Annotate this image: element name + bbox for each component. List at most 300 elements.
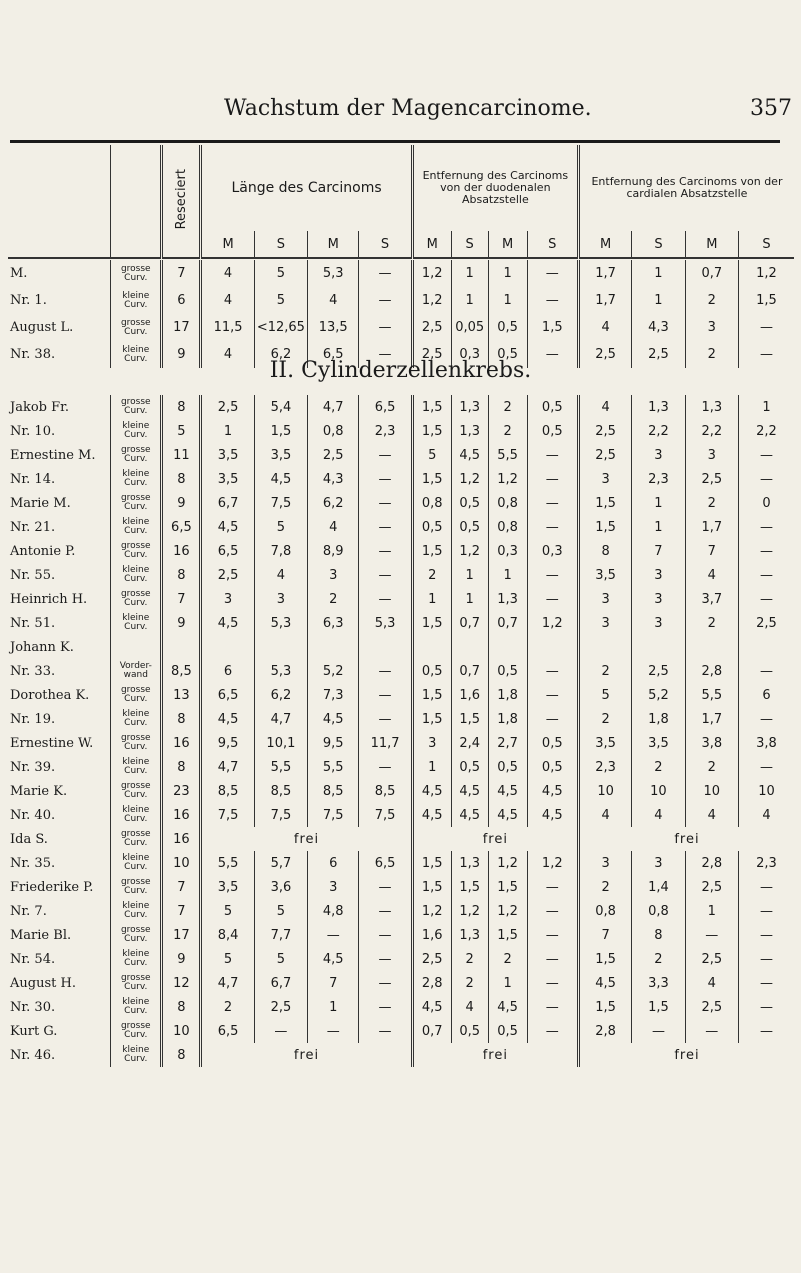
measure-cell: — (738, 539, 794, 563)
measure-cell: 3,5 (201, 443, 254, 467)
measure-cell: — (359, 563, 412, 587)
patient-name: Nr. 10. (10, 423, 56, 439)
measure-cell: 4,5 (451, 779, 488, 803)
measure-cell: 6 (738, 683, 794, 707)
measure-cell: 3,6 (254, 875, 307, 899)
measure-cell: — (527, 563, 578, 587)
measure-cell: 1,5 (488, 923, 527, 947)
measure-cell: 1 (632, 515, 685, 539)
measure-cell: 1,2 (488, 899, 527, 923)
measure-cell: 4 (201, 260, 254, 287)
measure-cell: 1,5 (412, 419, 451, 443)
patient-name: Marie Bl. (10, 927, 72, 943)
curvature-label: kleine Curv. (111, 611, 162, 635)
measure-cell: 2,3 (578, 755, 631, 779)
cardial-header: Entfernung des Carcinoms von der cardialen Absatzstelle (578, 145, 794, 231)
curvature-label: grosse Curv. (111, 539, 162, 563)
measure-cell: 5 (578, 683, 631, 707)
resec-value: 13 (162, 683, 201, 707)
table-carcinoma-1 (8, 260, 794, 368)
patient-name: Nr. 30. (10, 999, 56, 1015)
measure-cell: 2 (578, 707, 631, 731)
measure-cell: 8,5 (254, 779, 307, 803)
table-row (8, 923, 794, 947)
measure-cell: 5,5 (685, 683, 738, 707)
measure-cell: — (359, 467, 412, 491)
column-header-table (8, 145, 794, 259)
measure-cell: 4 (738, 803, 794, 827)
measure-cell: 1,7 (578, 287, 631, 314)
measure-cell: 0,5 (527, 731, 578, 755)
measure-cell: 2,5 (578, 419, 631, 443)
measure-cell: 5,4 (254, 395, 307, 419)
measure-cell: — (738, 755, 794, 779)
measure-cell: 1,2 (451, 539, 488, 563)
measure-cell: 1,8 (488, 683, 527, 707)
measure-cell: 6,2 (254, 683, 307, 707)
measure-cell: — (527, 683, 578, 707)
measure-cell: — (527, 515, 578, 539)
measure-cell: 5,3 (254, 659, 307, 683)
measure-cell: 3 (412, 731, 451, 755)
measure-cell: 1,4 (632, 875, 685, 899)
patient-name: Nr. 19. (10, 711, 56, 727)
measure-cell: 1,8 (632, 707, 685, 731)
table-row (8, 395, 794, 419)
measure-cell: 2,2 (738, 419, 794, 443)
measure-cell: 8,4 (201, 923, 254, 947)
measure-cell: 1 (412, 755, 451, 779)
measure-cell: 5 (412, 443, 451, 467)
measure-cell: 4,3 (632, 314, 685, 341)
sub-header-S: S (451, 231, 488, 258)
curvature-label: kleine Curv. (111, 755, 162, 779)
measure-cell: 4,3 (308, 467, 359, 491)
resec-value: 9 (162, 947, 201, 971)
table-row (8, 260, 794, 287)
measure-cell: 3 (685, 314, 738, 341)
table-row (8, 1019, 794, 1043)
measure-cell: 7 (632, 539, 685, 563)
table-row (8, 803, 794, 827)
measure-cell: 7,5 (308, 803, 359, 827)
measure-cell: 1,2 (412, 287, 451, 314)
curvature-label: grosse Curv. (111, 1019, 162, 1043)
curvature-label: kleine Curv. (111, 287, 162, 314)
measure-cell: 1,5 (412, 539, 451, 563)
measure-cell: 6,3 (308, 611, 359, 635)
page-header (0, 96, 801, 126)
measure-cell: 0,5 (527, 419, 578, 443)
table-row (8, 635, 794, 659)
measure-cell: 4 (632, 803, 685, 827)
measure-cell (738, 635, 794, 659)
laenge-header: Länge des Carcinoms (201, 145, 412, 231)
measure-cell: 6 (201, 659, 254, 683)
resec-value: 8,5 (162, 659, 201, 683)
measure-cell: 2 (578, 875, 631, 899)
measure-cell: 0 (738, 491, 794, 515)
measure-cell: 1,3 (632, 395, 685, 419)
measure-cell: 10 (578, 779, 631, 803)
measure-cell: 1,3 (488, 587, 527, 611)
measure-cell: 0,5 (527, 395, 578, 419)
measure-cell (308, 635, 359, 659)
measure-cell: 7,7 (254, 923, 307, 947)
table-row (8, 611, 794, 635)
patient-name: Marie M. (10, 495, 71, 511)
measure-cell: 5 (254, 947, 307, 971)
measure-cell: 8,5 (308, 779, 359, 803)
measure-cell: — (685, 923, 738, 947)
measure-cell: 3,5 (201, 467, 254, 491)
measure-cell: 3 (578, 587, 631, 611)
measure-cell: 0,7 (451, 611, 488, 635)
curvature-label: grosse Curv. (111, 923, 162, 947)
measure-cell: 10 (632, 779, 685, 803)
measure-cell: — (527, 587, 578, 611)
measure-cell: 0,5 (488, 341, 527, 368)
measure-cell: 3 (308, 875, 359, 899)
resec-value: 6 (162, 287, 201, 314)
resec-value: 17 (162, 923, 201, 947)
measure-cell: 1 (451, 563, 488, 587)
measure-cell: 6,5 (201, 683, 254, 707)
curvature-label: Vorder- wand (111, 659, 162, 683)
measure-cell: — (527, 467, 578, 491)
measure-cell: 2,5 (308, 443, 359, 467)
measure-cell: 2,5 (254, 995, 307, 1019)
resec-value: 11 (162, 443, 201, 467)
curvature-label: grosse Curv. (111, 875, 162, 899)
measure-cell: 3 (632, 851, 685, 875)
measure-cell: 1,8 (488, 707, 527, 731)
measure-cell: 7,3 (308, 683, 359, 707)
patient-name: Antonie P. (10, 543, 76, 559)
measure-cell: 0,3 (527, 539, 578, 563)
measure-cell: 2,5 (685, 995, 738, 1019)
measure-cell: — (685, 1019, 738, 1043)
measure-cell: 1,5 (412, 875, 451, 899)
resec-value: 8 (162, 395, 201, 419)
measure-cell: — (359, 539, 412, 563)
measure-cell: 4,5 (488, 803, 527, 827)
resec-value: 16 (162, 539, 201, 563)
measure-cell: 1,7 (578, 260, 631, 287)
measure-cell: 2 (451, 947, 488, 971)
measure-cell: — (359, 659, 412, 683)
table-row (8, 875, 794, 899)
measure-cell: 4 (308, 287, 359, 314)
sub-header-M: M (201, 231, 254, 258)
curvature-label: kleine Curv. (111, 707, 162, 731)
measure-cell: — (359, 587, 412, 611)
measure-cell: 0,3 (488, 539, 527, 563)
measure-cell (578, 635, 631, 659)
table-row (8, 731, 794, 755)
curvature-label: grosse Curv. (111, 443, 162, 467)
resec-value: 8 (162, 1043, 201, 1067)
resec-value: 17 (162, 314, 201, 341)
measure-cell: 1 (488, 287, 527, 314)
measure-cell: — (359, 899, 412, 923)
measure-cell: 5 (254, 287, 307, 314)
measure-cell: 4 (685, 971, 738, 995)
duodenal-header: Entfernung des Carcinoms von der duodenalen Absatzstelle (412, 145, 578, 231)
measure-cell: 4 (451, 995, 488, 1019)
measure-cell: 4,5 (254, 467, 307, 491)
measure-cell: 7,5 (254, 491, 307, 515)
measure-cell: 1,5 (527, 314, 578, 341)
measure-cell: 4,5 (451, 803, 488, 827)
measure-cell: 1 (451, 587, 488, 611)
measure-cell: — (738, 1019, 794, 1043)
measure-cell: — (359, 491, 412, 515)
measure-cell: 6 (308, 851, 359, 875)
measure-cell: 1,6 (412, 923, 451, 947)
measure-cell: 10 (738, 779, 794, 803)
measure-cell: 4,7 (254, 707, 307, 731)
curvature-label: grosse Curv. (111, 779, 162, 803)
measure-cell: 2,2 (685, 419, 738, 443)
table-row (8, 659, 794, 683)
measure-cell: 7 (685, 539, 738, 563)
measure-cell: 6,5 (201, 539, 254, 563)
measure-cell: — (359, 314, 412, 341)
sub-header-M: M (412, 231, 451, 258)
measure-cell: 1 (632, 287, 685, 314)
measure-cell: 1,3 (451, 923, 488, 947)
measure-cell: — (359, 971, 412, 995)
measure-cell: 0,5 (488, 755, 527, 779)
resec-value: 9 (162, 611, 201, 635)
measure-cell: 2,7 (488, 731, 527, 755)
measure-cell: 1 (488, 563, 527, 587)
measure-cell: 7,5 (359, 803, 412, 827)
measure-cell: 4,5 (412, 803, 451, 827)
measure-cell: 7,5 (254, 803, 307, 827)
measure-cell: 2 (488, 395, 527, 419)
measure-cell: 1,5 (254, 419, 307, 443)
table-row (8, 827, 794, 851)
measure-cell: 2 (632, 755, 685, 779)
resec-value: 7 (162, 260, 201, 287)
curvature-label: grosse Curv. (111, 491, 162, 515)
table-row (8, 539, 794, 563)
measure-cell: 1,2 (451, 899, 488, 923)
measure-cell: — (527, 995, 578, 1019)
measure-cell: 5 (254, 260, 307, 287)
measure-cell: 3,5 (254, 443, 307, 467)
curvature-label: grosse Curv. (111, 260, 162, 287)
measure-cell: 8 (632, 923, 685, 947)
measure-cell (451, 635, 488, 659)
measure-cell: 0,5 (451, 1019, 488, 1043)
measure-cell: 2,3 (632, 467, 685, 491)
curvature-label: kleine Curv. (111, 515, 162, 539)
measure-cell: 0,8 (488, 491, 527, 515)
measure-cell: 5,3 (254, 611, 307, 635)
measure-cell: 2,5 (201, 563, 254, 587)
measure-cell: 1 (488, 971, 527, 995)
measure-cell: 1,5 (578, 995, 631, 1019)
measure-cell: 2,3 (738, 851, 794, 875)
measure-cell: 3 (632, 563, 685, 587)
curvature-label: kleine Curv. (111, 341, 162, 368)
measure-cell: 0,5 (451, 515, 488, 539)
measure-cell: — (527, 707, 578, 731)
patient-name: Heinrich H. (10, 591, 88, 607)
measure-cell: — (738, 899, 794, 923)
measure-cell: 0,5 (451, 755, 488, 779)
measure-cell: 2,5 (412, 314, 451, 341)
measure-cell: — (527, 443, 578, 467)
patient-name: Nr. 35. (10, 855, 56, 871)
patient-name: Nr. 46. (10, 1047, 56, 1063)
measure-cell: 4 (201, 287, 254, 314)
measure-cell (412, 635, 451, 659)
measure-cell: — (738, 563, 794, 587)
measure-cell: 1,5 (632, 995, 685, 1019)
measure-cell: 3 (578, 851, 631, 875)
measure-cell: 11,5 (201, 314, 254, 341)
measure-cell: 4 (254, 563, 307, 587)
frei-cell: frei (201, 827, 412, 851)
measure-cell: — (738, 659, 794, 683)
measure-cell: 4 (201, 341, 254, 368)
measure-cell: 10 (685, 779, 738, 803)
measure-cell: 1 (685, 899, 738, 923)
measure-cell: 1,3 (451, 395, 488, 419)
measure-cell: 5 (254, 899, 307, 923)
measure-cell: 1,7 (685, 707, 738, 731)
measure-cell: 4 (308, 515, 359, 539)
curvature-label: kleine Curv. (111, 1043, 162, 1067)
patient-name: August L. (10, 320, 74, 335)
measure-cell: 0,8 (578, 899, 631, 923)
curvature-label: grosse Curv. (111, 731, 162, 755)
measure-cell: 0,5 (488, 1019, 527, 1043)
measure-cell: 1 (412, 587, 451, 611)
table-row (8, 755, 794, 779)
table-cylinderzellenkrebs (8, 395, 794, 1067)
measure-cell: — (527, 899, 578, 923)
table-row (8, 683, 794, 707)
measure-cell: 2,5 (578, 443, 631, 467)
measure-cell: 3,5 (201, 875, 254, 899)
measure-cell: — (527, 947, 578, 971)
measure-cell: 4,5 (451, 443, 488, 467)
resec-value: 10 (162, 851, 201, 875)
measure-cell: 11,7 (359, 731, 412, 755)
measure-cell: 1,5 (412, 683, 451, 707)
curvature-label: grosse Curv. (111, 827, 162, 851)
measure-cell: 7 (308, 971, 359, 995)
curv-column-header (111, 145, 162, 258)
table-row (8, 851, 794, 875)
measure-cell: 2,5 (632, 659, 685, 683)
measure-cell: 5 (254, 515, 307, 539)
resec-value: 7 (162, 899, 201, 923)
measure-cell: 6,7 (254, 971, 307, 995)
measure-cell: — (527, 923, 578, 947)
measure-cell: 13,5 (308, 314, 359, 341)
measure-cell: — (359, 995, 412, 1019)
measure-cell: 2,3 (359, 419, 412, 443)
measure-cell: — (632, 1019, 685, 1043)
measure-cell: 4,5 (578, 971, 631, 995)
table-row (8, 971, 794, 995)
patient-name: Kurt G. (10, 1023, 58, 1039)
measure-cell: 2 (685, 341, 738, 368)
measure-cell: — (738, 467, 794, 491)
sub-header-S: S (632, 231, 685, 258)
measure-cell: 4,8 (308, 899, 359, 923)
measure-cell: — (738, 587, 794, 611)
resec-value: 8 (162, 467, 201, 491)
curvature-label: kleine Curv. (111, 563, 162, 587)
measure-cell: 1,3 (451, 419, 488, 443)
table-row (8, 515, 794, 539)
table-row (8, 587, 794, 611)
measure-cell: 2,8 (578, 1019, 631, 1043)
measure-cell: 0,5 (488, 314, 527, 341)
measure-cell: 4 (578, 314, 631, 341)
resec-value: 10 (162, 1019, 201, 1043)
measure-cell: 0,7 (488, 611, 527, 635)
patient-name: Nr. 1. (10, 293, 47, 308)
measure-cell: — (359, 1019, 412, 1043)
measure-cell: 0,5 (412, 515, 451, 539)
resec-header: Reseciert (162, 145, 201, 258)
resec-value: 12 (162, 971, 201, 995)
measure-cell: — (738, 947, 794, 971)
measure-cell: 5,5 (488, 443, 527, 467)
measure-cell: 7,8 (254, 539, 307, 563)
measure-cell: — (359, 515, 412, 539)
patient-name: Nr. 55. (10, 567, 56, 583)
table-row (8, 947, 794, 971)
measure-cell: 8 (578, 539, 631, 563)
sub-header-S: S (359, 231, 412, 258)
measure-cell: 6,2 (308, 491, 359, 515)
section-title: II. Cylinderzellenkrebs. (269, 358, 532, 383)
measure-cell: 9,5 (201, 731, 254, 755)
sub-header-S: S (738, 231, 794, 258)
measure-cell: 4 (685, 563, 738, 587)
measure-cell: 2 (632, 947, 685, 971)
measure-cell: 2,4 (451, 731, 488, 755)
measure-cell: 1 (632, 491, 685, 515)
resec-value: 7 (162, 875, 201, 899)
curvature-label: kleine Curv. (111, 995, 162, 1019)
measure-cell: — (527, 659, 578, 683)
measure-cell: 6,2 (254, 341, 307, 368)
sub-header-S: S (527, 231, 578, 258)
patient-name: Nr. 38. (10, 347, 56, 362)
measure-cell: 1,5 (578, 491, 631, 515)
curvature-label: grosse Curv. (111, 683, 162, 707)
measure-cell: 5,7 (254, 851, 307, 875)
table-row (8, 995, 794, 1019)
measure-cell: 1 (488, 260, 527, 287)
measure-cell: — (527, 491, 578, 515)
measure-cell: — (738, 707, 794, 731)
resec-value: 8 (162, 995, 201, 1019)
measure-cell: 4,5 (527, 803, 578, 827)
frei-cell: frei (578, 1043, 794, 1067)
patient-name: Ernestine M. (10, 447, 96, 463)
